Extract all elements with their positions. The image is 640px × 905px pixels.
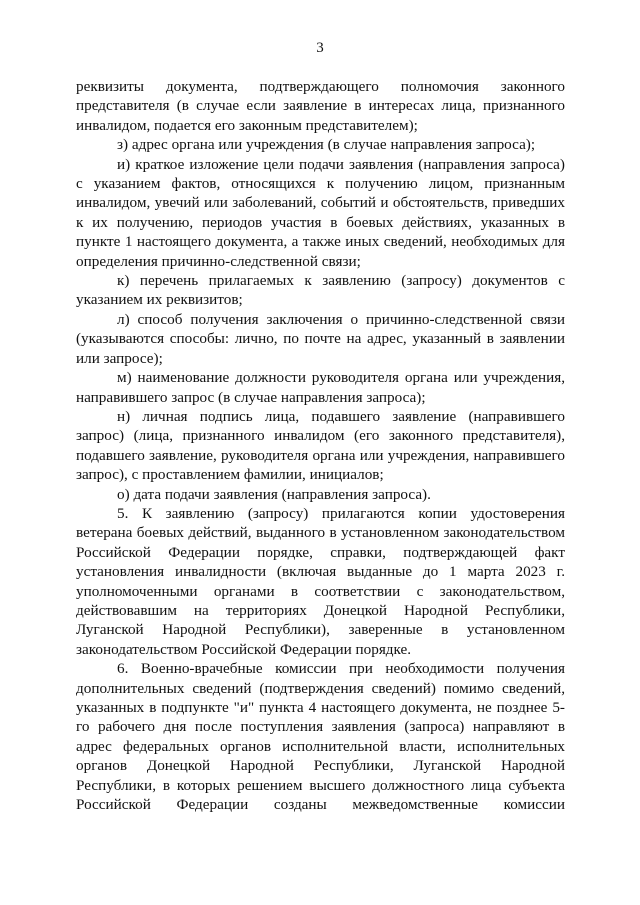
paragraph-section-5: 5. К заявлению (запросу) прилагаются копии удостоверения ветерана боевых действий, выданного в установленном законодательством Российской Федерации порядке, справки, подтверждающей факт установления инвалидности (включая выданные до 1 марта 2023 г. уполномоченными органами в соответствии с законодательством, действовавшим на территориях Донецкой Народной Республики, Луганской Народной Республики), заверенные в установленном законодательством Российской Федерации порядке. bbox=[76, 504, 565, 658]
paragraph-item-m: м) наименование должности руководителя органа или учреждения, направившего запрос (в случае направления запроса); bbox=[76, 369, 565, 406]
paragraph-item-i: и) краткое изложение цели подачи заявления (направления запроса) с указанием фактов, относящихся к получению лицом, признанным инвалидом, увечий или заболеваний, событий и обстоятельств, приведших к их получению, периодов участия в боевых действиях, указанных в пункте 1 настоящего документа, а также иных сведений, необходимых для определения причинно-следственной связи; bbox=[76, 155, 565, 270]
paragraph-item-n: н) личная подпись лица, подавшего заявление (направившего запрос) (лица, признанного инвалидом (его законного представителя), подавшего заявление, руководителя органа или учреждения, направившего запрос), с проставлением фамилии, инициалов; bbox=[76, 407, 565, 484]
paragraph-representative-details: реквизиты документа, подтверждающего полномочия законного представителя (в случае если заявление в интересах лица, признанного инвалидом, подается его законным представителем); bbox=[76, 78, 565, 134]
paragraph-section-6: 6. Военно-врачебные комиссии при необходимости получения дополнительных сведений (подтверждения сведений) помимо сведений, указанных в подпункте "и" пункта 4 настоящего документа, не позднее 5-го рабочего дня после поступления заявления (запроса) направляют в адрес федеральных органов исполнительной власти, исполнительных органов Донецкой Народной Республики, Луганской Народной Республики, в которых решением высшего должностного лица субъекта Российской Федерации созданы межведомственные комиссии bbox=[76, 660, 565, 814]
paragraph-item-z: з) адрес органа или учреждения (в случае направления запроса); bbox=[117, 136, 536, 154]
page-number: 3 bbox=[316, 40, 324, 56]
paragraph-item-l: л) способ получения заключения о причинно-следственной связи (указываются способы: лично, по почте на адрес, указанный в заявлении или запросе); bbox=[76, 310, 565, 367]
document-body bbox=[76, 77, 565, 814]
paragraph-item-o: о) дата подачи заявления (направления запроса). bbox=[117, 485, 431, 503]
paragraph-item-k: к) перечень прилагаемых к заявлению (запросу) документов с указанием их реквизитов; bbox=[76, 272, 565, 309]
